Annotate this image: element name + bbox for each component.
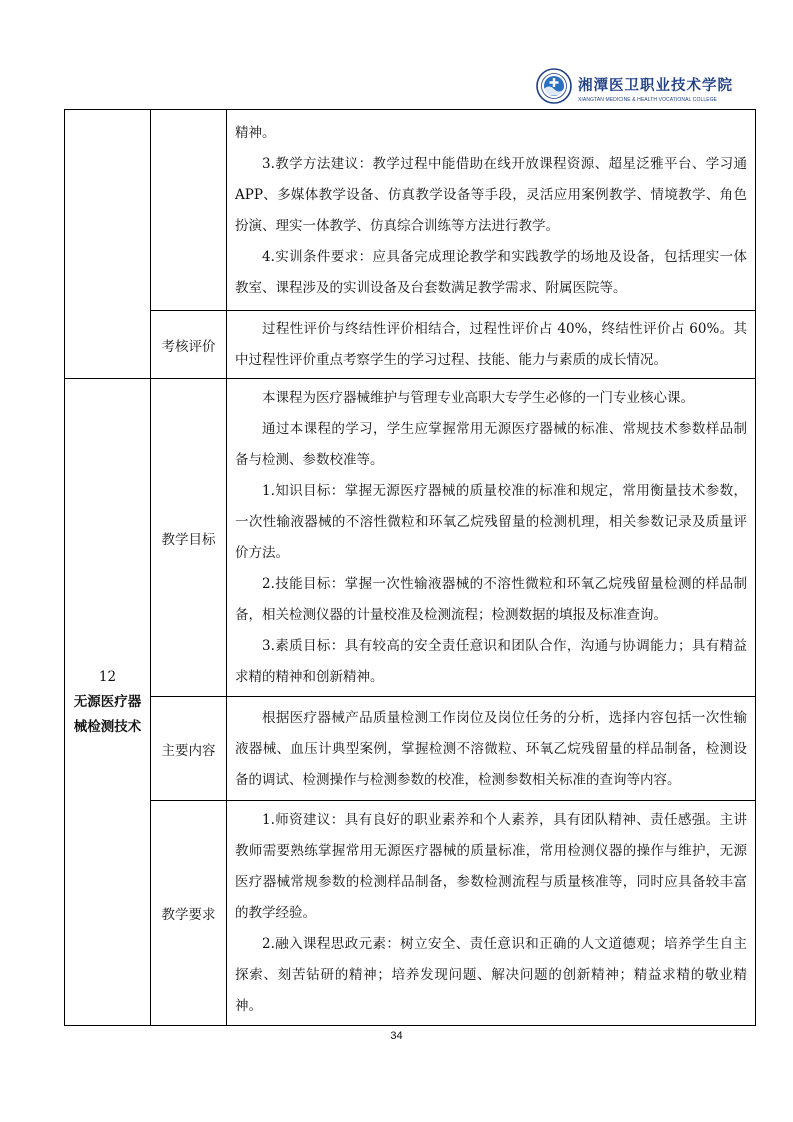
prev-requirements-content bbox=[227, 110, 756, 311]
course-number: 12 bbox=[98, 668, 117, 685]
course-name-line-2: 械检测技术 bbox=[73, 718, 142, 735]
table-row bbox=[65, 110, 756, 311]
table-row bbox=[65, 311, 756, 379]
paragraph: 通过本课程的学习，学生应掌握常用无源医疗器械的标准、常规技术参数样品制备与检测、参数校准等。 bbox=[235, 421, 747, 468]
paragraph: 精神。 bbox=[235, 124, 276, 141]
paragraph: 3.教学方法建议：教学过程中能借助在线开放课程资源、超星泛雅平台、学习通 APP、多媒体教学设备、仿真教学设备等手段，灵活应用案例教学、情境教学、角色扮演、理实一体教学、仿真综合训练等方法进行教学。 bbox=[235, 155, 747, 234]
course-table bbox=[64, 109, 756, 1026]
page-number: 34 bbox=[390, 1030, 403, 1042]
table-row bbox=[65, 697, 756, 801]
course-name-cell bbox=[65, 379, 151, 1026]
paragraph: 1.师资建议：具有良好的职业素养和个人素养，具有团队精神、责任感强。主讲教师需要熟练掌握常用无源医疗器械的质量标准，常用检测仪器的操作与维护，无源医疗器械常规参数的检测样品制备，参数检测流程与质量核准等，同时应具备较丰富的教学经验。 bbox=[235, 812, 747, 921]
paragraph: 2.融入课程思政元素：树立安全、责任意识和正确的人文道德观；培养学生自主探索、刻苦钻研的精神；培养发现问题、解决问题的创新精神；精益求精的敬业精神。 bbox=[235, 936, 747, 1014]
college-logo-icon bbox=[536, 68, 572, 104]
paragraph: 4.实训条件要求：应具备完成理论教学和实践教学的场地及设备，包括理实一体教室、课程涉及的实训设备及台套数满足教学需求、附属医院等。 bbox=[235, 248, 747, 296]
requirements-content bbox=[227, 801, 756, 1026]
prev-requirements-label-cell bbox=[151, 110, 227, 311]
paragraph: 根据医疗器械产品质量检测工作岗位及岗位任务的分析，选择内容包括一次性输液器械、血压计典型案例，掌握检测不溶微粒、环氧乙烷残留量的样品制备，检测设备的调试、检测操作与检测参数的校准，检测参数相关标准的查询等内容。 bbox=[235, 709, 747, 788]
course-name-line-1: 无源医疗器 bbox=[73, 693, 142, 710]
college-name: 湘潭医卫职业技术学院 bbox=[578, 77, 733, 94]
paragraph: 1.知识目标：掌握无源医疗器械的质量校准的标准和规定，常用衡量技术参数，一次性输液器械的不溶性微粒和环氧乙烷残留量的检测机理，相关参数记录及质量评价方法。 bbox=[235, 483, 747, 561]
requirements-label: 教学要求 bbox=[151, 801, 227, 1026]
paragraph: 2.技能目标：掌握一次性输液器械的不溶性微粒和环氧乙烷残留量检测的样品制备，相关检测仪器的计量校准及检测流程；检测数据的填报及标准查询。 bbox=[235, 576, 747, 623]
college-header bbox=[578, 74, 733, 103]
college-name-en: XIANGTAN MEDICINE & HEALTH VOCATIONAL COLLEGE bbox=[578, 97, 718, 103]
table-row bbox=[65, 379, 756, 697]
paragraph: 过程性评价与终结性评价相结合，过程性评价占 40%，终结性评价占 60%。其中过程性评价重点考察学生的学习过程、技能、能力与素质的成长情况。 bbox=[235, 321, 747, 368]
objectives-content bbox=[227, 379, 756, 697]
objectives-label: 教学目标 bbox=[151, 379, 227, 697]
paragraph: 本课程为医疗器械维护与管理专业高职大专学生必修的一门专业核心课。 bbox=[262, 390, 694, 406]
content-label: 主要内容 bbox=[151, 697, 227, 801]
paragraph: 3.素质目标：具有较高的安全责任意识和团队合作，沟通与协调能力；具有精益求精的精神和创新精神。 bbox=[235, 638, 747, 685]
main-content bbox=[227, 697, 756, 801]
prev-course-cell bbox=[65, 110, 151, 379]
assessment-content bbox=[227, 311, 756, 379]
table-row bbox=[65, 801, 756, 1026]
assessment-label: 考核评价 bbox=[151, 311, 227, 379]
